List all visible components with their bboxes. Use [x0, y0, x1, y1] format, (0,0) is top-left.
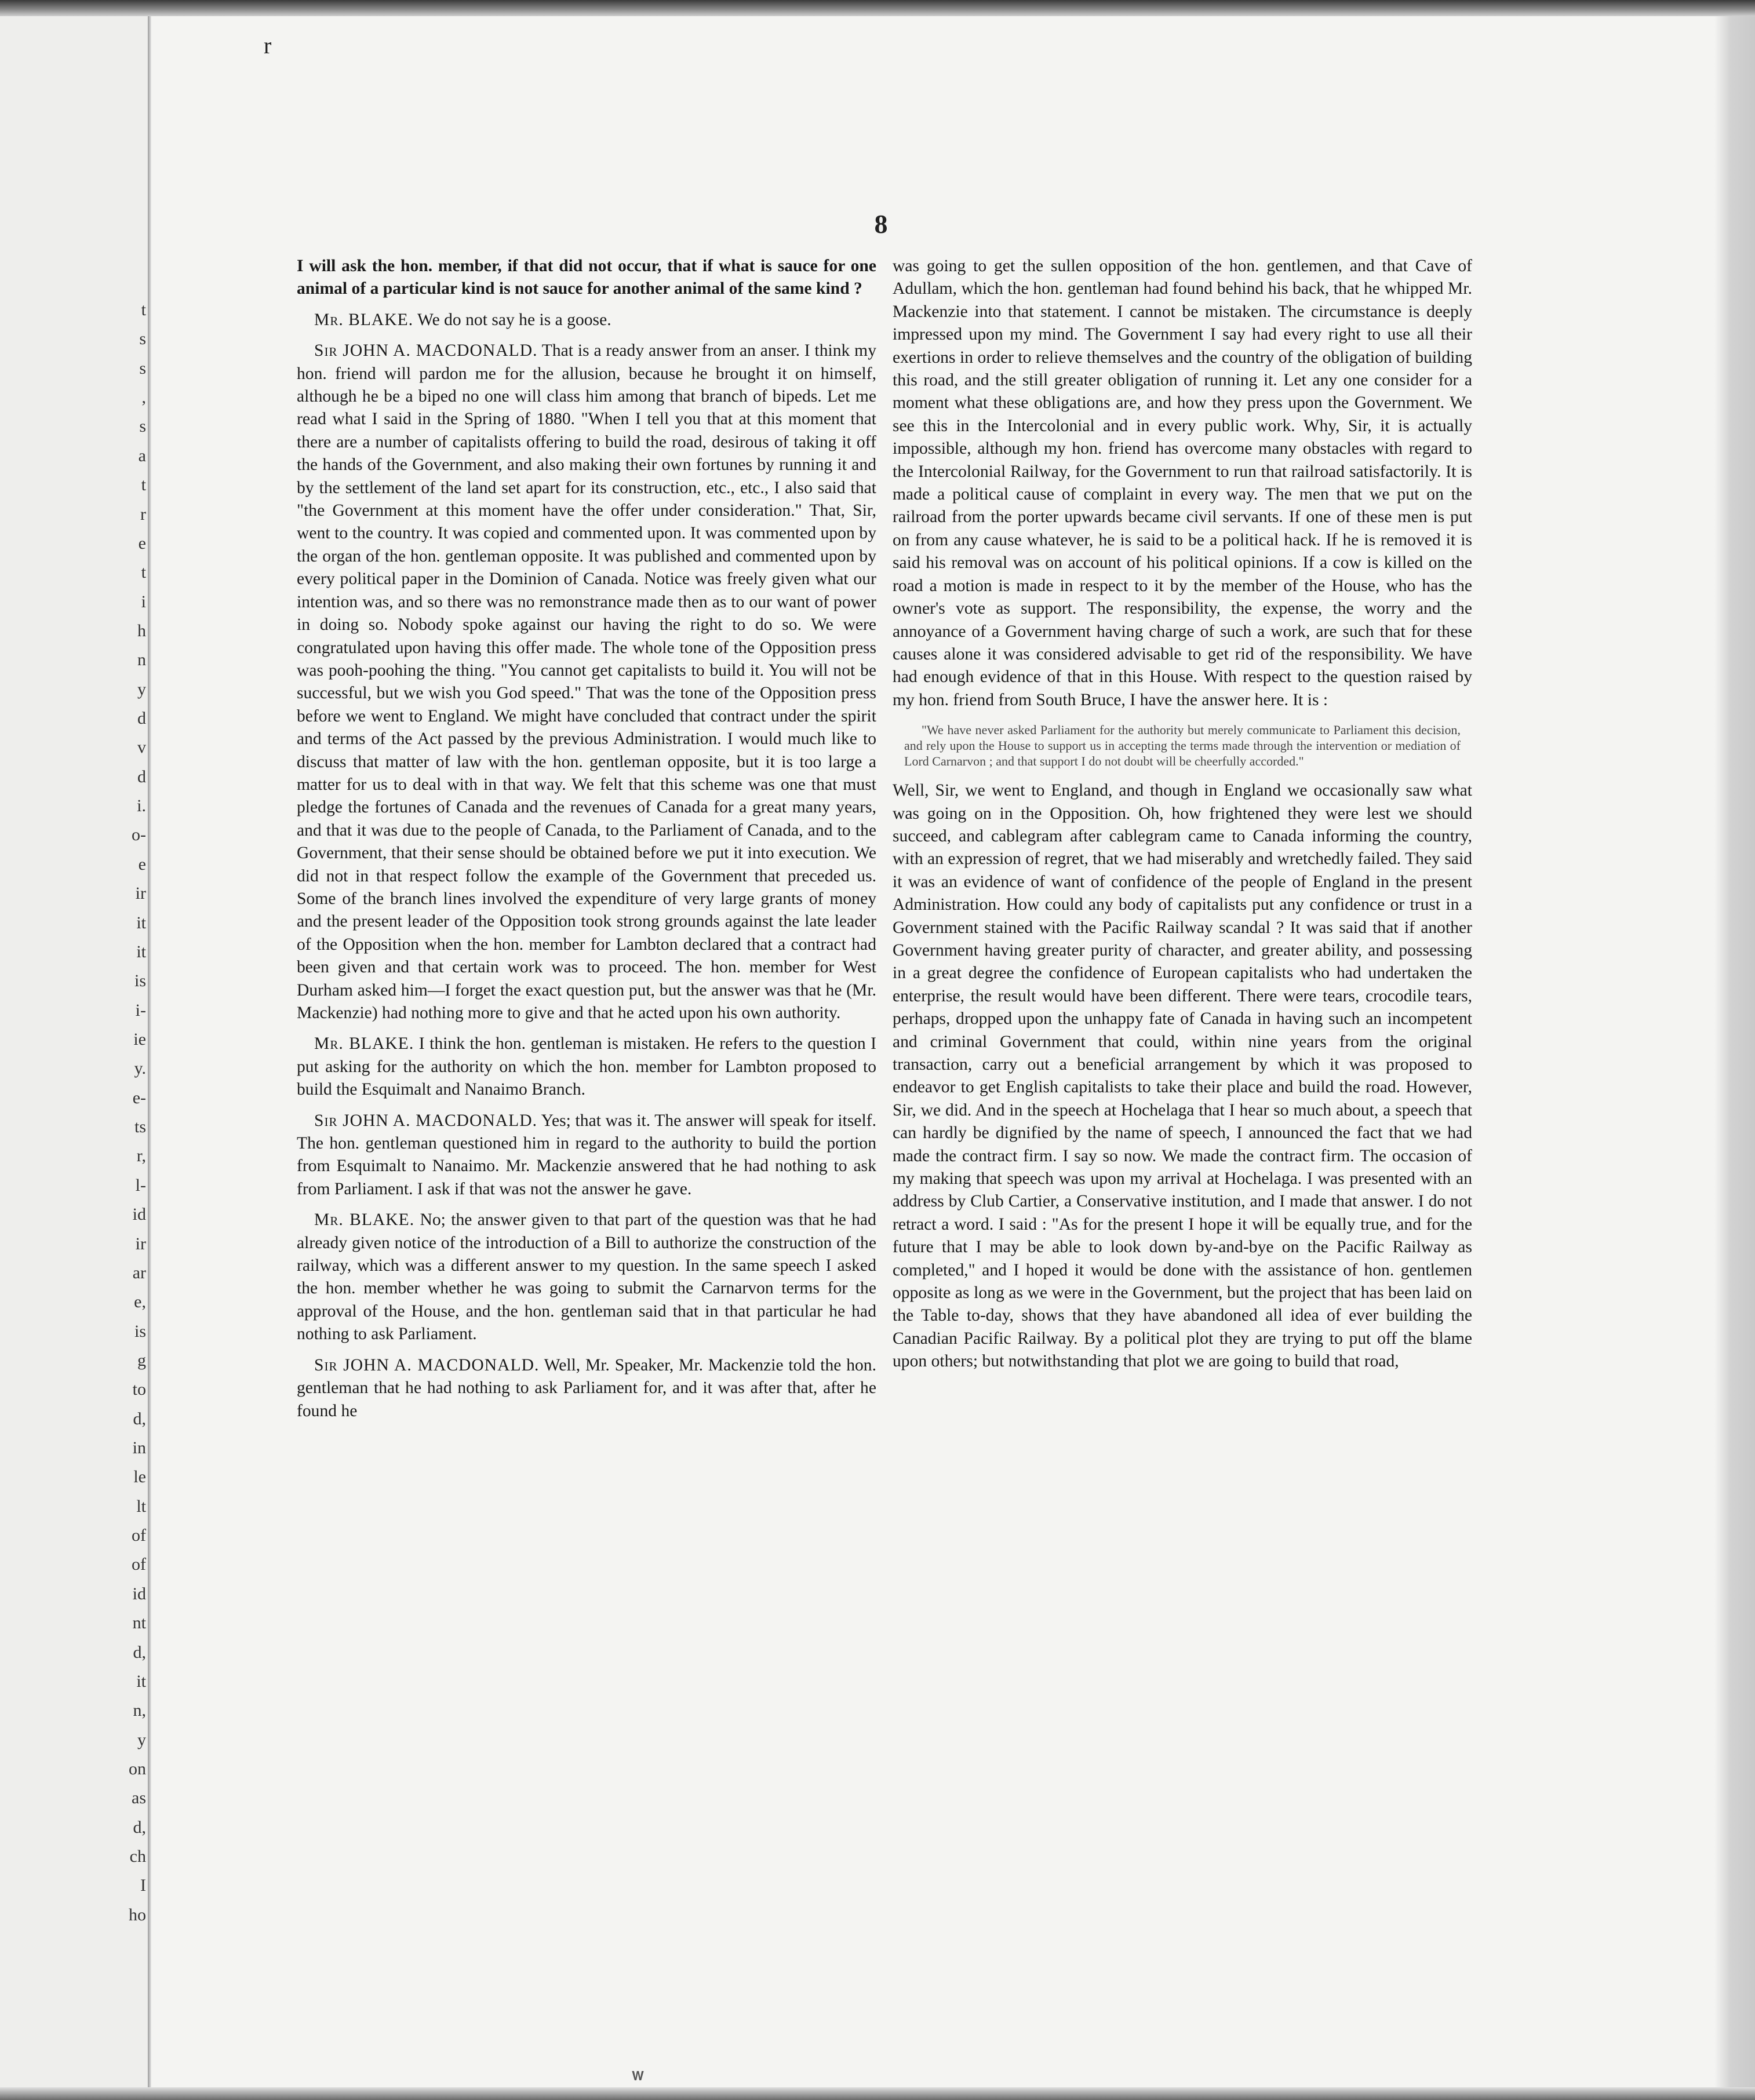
facing-page-fragment: ts: [134, 1117, 146, 1137]
facing-page-fragment: d,: [133, 1817, 146, 1837]
quoted-extract: [904, 722, 1461, 769]
facing-page-fragment: d: [137, 709, 146, 728]
paragraph-text: Yes; that was it. The answer will speak for itself. The hon. gentleman questioned him in regard to the authority to build the portion from Esquimalt to Nanaimo. Mr. Mackenzie answered that he had nothing to ask from Parliament. I ask if that was not the answer he gave.: [297, 1111, 876, 1198]
speaker-name: Mr. BLAKE.: [314, 1211, 415, 1230]
facing-page-fragment: v: [137, 738, 146, 757]
facing-page-fragment: h: [137, 621, 146, 640]
facing-page-fragment: s: [139, 417, 146, 436]
facing-page-fragment: ir: [135, 884, 146, 903]
speaker-name: Sir JOHN A. MACDONALD.: [314, 1111, 538, 1130]
facing-page-fragment: a: [138, 446, 146, 465]
facing-page-fragment: I: [140, 1876, 146, 1895]
scan-right-edge: [1714, 16, 1755, 2087]
facing-page-fragment: i-: [135, 1000, 146, 1020]
speaker-name: Sir JOHN A. MACDONALD.: [314, 1355, 540, 1375]
facing-page-fragment: g: [137, 1350, 146, 1370]
facing-page-fragment: t: [141, 475, 146, 495]
facing-page-fragment: to: [132, 1380, 146, 1399]
facing-page-fragment: i.: [137, 796, 146, 816]
paragraph: [893, 779, 1472, 1373]
facing-page-fragment: ho: [129, 1905, 146, 1924]
facing-page-fragment: e-: [132, 1088, 146, 1107]
facing-page-fragment: n,: [133, 1701, 146, 1720]
facing-page-fragment: id: [132, 1205, 146, 1224]
paragraph: [297, 309, 876, 331]
paragraph-text: No; the answer given to that part of the question was that he had already given notice of the introduction of a Bill to authorize the construction of the railway, which was a different answer to my question. In the same speech I asked the hon. member whether he was going to submit the Carnarvon terms for the approval of the House, and the hon. gentleman said that in that particular he had nothing to ask Parliament.: [297, 1211, 876, 1344]
stray-mark-top: r: [264, 32, 272, 59]
paragraph-text: was going to get the sullen opposition of the hon. gentlemen, and that Cave of Adullam, which the hon. gentleman had found behind his back, that he whipped Mr. Mackenzie into that statement. I cannot be mistaken. The circumstance is deeply impressed upon my mind. The Government I say had every right to use all their exertions in order to relieve themselves and the country of the obligation of building this road, and the still greater obligation of running it. Let any one consider for a moment what these obligations are, and how they press upon the Government. We see this in the Intercolonial and in every public work. Why, Sir, it is actually impossible, although my hon. friend has overcome many obstacles with regard to the Intercolonial Railway, for the Government to run that railroad satisfactorily. It is made a political cause of complaint in every way. The men that we put on the railroad from the porter upwards became civil servants. If one of these men is put on from any cause whatever, he is said to be a political hack. If he is removed it is said his removal was on account of his political opinions. If a cow is killed on the road a motion is made in respect to it by the member of the House, who has the owner's vote as support. The responsibility, the expense, the worry and the annoyance of a Government having charge of such a work, are such that for these causes alone it was considered advisable to get rid of the responsibility. We have had enough evidence of that in this House. With respect to the question raised by my hon. friend from South Bruce, I have the answer here. It is :: [893, 257, 1472, 709]
facing-page-fragment: of: [132, 1555, 146, 1574]
paragraph-text: I think the hon. gentleman is mistaken. He refers to the question I put asking for the authority on which the hon. member for Lambton proposed to build the Esquimalt and Nanaimo Branch.: [297, 1034, 876, 1099]
facing-page-fragment: e: [138, 533, 146, 553]
facing-page-fragment: ar: [132, 1263, 146, 1282]
speaker-name: Sir JOHN A. MACDONALD.: [314, 341, 538, 360]
facing-page-fragment: ir: [135, 1234, 146, 1253]
facing-page-fragment: on: [129, 1759, 146, 1778]
facing-page-fragment: y: [137, 1730, 146, 1749]
facing-page-fragment: it: [136, 1671, 146, 1691]
paragraph-text: "We have never asked Parliament for the authority but merely communicate to Parliament this decision, and rely upon the House to support us in accepting the terms made through the intervention or mediation of Lord Carnarvon ; and that support I do not doubt will be cheerfully accorded.": [904, 723, 1461, 769]
facing-page-fragment: r,: [136, 1146, 146, 1166]
facing-page-fragment: o-: [132, 825, 146, 845]
page-gutter: [148, 16, 151, 2087]
paragraph: [297, 1354, 876, 1423]
facing-page-fragment: ie: [133, 1029, 146, 1049]
facing-page-fragment: ,: [141, 388, 146, 407]
facing-page-fragment: d,: [133, 1642, 146, 1662]
facing-page-fragment: in: [132, 1438, 146, 1458]
facing-page-fragment: i: [141, 592, 146, 611]
facing-page-text-fragments: [114, 301, 146, 1924]
scan-top-edge: [0, 0, 1755, 16]
paragraph: [297, 1209, 876, 1346]
facing-page-fragment: as: [132, 1788, 146, 1808]
right-text-column: [893, 255, 1472, 1993]
facing-page-fragment: t: [141, 563, 146, 582]
facing-page-fragment: e: [138, 854, 146, 874]
facing-page-fragment: it: [136, 942, 146, 961]
facing-page-fragment: ch: [129, 1847, 146, 1866]
facing-page-fragment: nt: [132, 1613, 146, 1633]
facing-page-fragment: t: [141, 300, 146, 319]
paragraph-text: I will ask the hon. member, if that did not occur, that if what is sauce for one animal of a particular kind is not sauce for another animal of the same kind ?: [297, 257, 876, 298]
paragraph: [297, 1033, 876, 1101]
speaker-name: Mr. BLAKE.: [314, 310, 414, 329]
paragraph-text: That is a ready answer from an anser. I think my hon. friend will pardon me for the allusion, because he brought it on himself, although he be a biped no one will class him among that branch of bipeds. Let me read what I said in the Spring of 1880. "When I tell you that at this moment that there are a number of capitalists offering to build the road, desirous of taking it off the hands of the Government, and also making their own fortunes by running it and by the settlement of the land set apart for its construction, etc., etc., I also said that "the Government at this moment have the offer under consideration." That, Sir, went to the country. It was copied and commented upon. It was commented upon by the organ of the hon. gentleman opposite. It was published and commented upon by every political paper in the Dominion of Canada. Notice was freely given what our intention was, and so there was no remonstrance made then as to our want of power in doing so. Nobody spoke against our having the right to do so. We were congratulated upon having this offer made. The whole tone of the Opposition press was pooh-poohing the thing. "You cannot get capitalists to build it. You will not be successful, but we wish you God speed." That was the tone of the Opposition press before we went to England. We might have concluded that contract under the spirit and terms of the Act passed by the previous Administration. I would much like to discuss that matter of law with the hon. gentleman opposite, but it is too large a matter for us to deal with in that way. We felt that this scheme was one that must pledge the fortunes of Canada and the revenues of Canada for a great many years, and that it was due to the people of Canada, to the Parliament of Canada, and to the Government, that their sense should be obtained before we put it into execution. We did not in that respect follow the example of the Government that preceded us. Some of the branch lines involved the expenditure of very large grants of money and the present leader of the Opposition took strong grounds against the late leader of the Opposition when the hon. member for Lambton declared that a contract had been given and that certain work was to proceed. The hon. member for West Durham asked him—I forget the exact question put, but the answer was that he (Mr. Mackenzie) had nothing more to give and that he acted upon his own authority.: [297, 341, 876, 1022]
facing-page-fragment: e,: [134, 1292, 146, 1312]
facing-page-fragment: le: [133, 1467, 146, 1487]
speaker-name: Mr. BLAKE.: [314, 1034, 414, 1053]
facing-page-fragment: l-: [135, 1175, 146, 1195]
facing-page-fragment: d,: [133, 1409, 146, 1428]
facing-page-fragment: lt: [136, 1496, 146, 1516]
facing-page-fragment: n: [137, 650, 146, 670]
facing-page-fragment: id: [132, 1584, 146, 1603]
facing-page-fragment: s: [139, 358, 146, 378]
paragraph: [297, 340, 876, 1025]
facing-page-fragment: is: [134, 1321, 146, 1341]
paragraph-text: We do not say he is a goose.: [413, 310, 611, 329]
facing-page-fragment: y.: [134, 1059, 146, 1078]
paragraph: [297, 255, 876, 301]
facing-page-fragment: s: [139, 329, 146, 349]
facing-page-fragment: is: [134, 971, 146, 991]
paragraph-text: Well, Mr. Speaker, Mr. Mackenzie told the hon. gentleman that he had nothing to ask Parliament for, and it was after that, after he found he: [297, 1355, 876, 1420]
facing-page-fragment: it: [136, 913, 146, 932]
page-number: 8: [874, 209, 888, 239]
paragraph-text: Well, Sir, we went to England, and though in England we occasionally saw what was going on in the Opposition. Oh, how frightened they were lest we should succeed, and cablegram after cablegram came to Canada informing the country, with an expression of regret, that we had miserably and wretchedly failed. They said it was an evidence of want of confidence of the people of England in the present Administration. How could any body of capitalists put any confidence or trust in a Government stained with the Pacific Railway scandal ? It was said that if another Government having greater purity of character, and greater ability, and possessing in a great degree the confidence of European capitalists who had undertaken the enterprise, the result would have been different. There were tears, crocodile tears, perhaps, dropped upon the unhappy fate of Canada in having such an incompetent and criminal Government that could, within nine years from the original transaction, carry out a beneficial arrangement by which it was proposed to endeavor to get English capitalists to take their place and build the road. However, Sir, we did. And in the speech at Hochelaga that I hear so much about, a speech that can hardly be dignified by the name of speech, I announced the fact that we had made the contract firm. I say so now. We made the contract firm. The occasion of my making that speech was upon my arrival at Hochelaga. I was presented with an address by Club Cartier, a Conservative institution, and I made that answer. I do not retract a word. I said : "As for the present I hope it will be equally true, and for the future that I may be able to look down by-and-bye on the Pacific Railway as completed," and I hoped it would be done with the assistance of hon. gentlemen opposite as long as we were in the Government, but the project that has been laid on the Table to-day, shows that they have abandoned all idea of ever building the Canadian Pacific Railway. By a political plot they are trying to put off the blame upon others; but notwithstanding that plot we are going to build that road,: [893, 781, 1472, 1371]
left-text-column: [297, 255, 876, 1993]
facing-page-fragment: of: [132, 1526, 146, 1545]
facing-page-fragment: d: [137, 767, 146, 786]
paragraph: [893, 255, 1472, 712]
facing-page-fragment: r: [140, 504, 146, 524]
facing-page-fragment: y: [137, 679, 146, 699]
paragraph: [297, 1110, 876, 1201]
scan-bottom-edge: [0, 2087, 1755, 2100]
stray-mark-bottom: 𝐖: [632, 2069, 645, 2083]
